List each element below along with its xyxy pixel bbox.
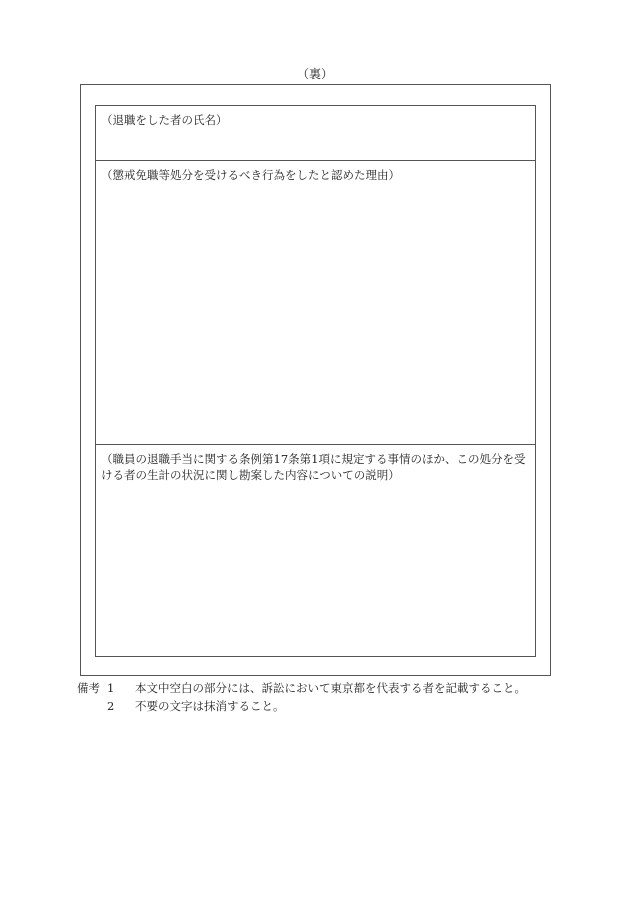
- note-item: [77, 697, 547, 715]
- livelihood-consideration-label: （職員の退職手当に関する条例第17条第1項に規定する事情のほか、この処分を受ける者の生計の状況に関し勘案した内容についての説明）: [101, 452, 526, 482]
- notes-section: [77, 679, 547, 715]
- note-text: 不要の文字は抹消すること。: [135, 699, 285, 713]
- note-number: 1: [107, 681, 115, 695]
- page-heading: （裏）: [296, 67, 333, 81]
- retiree-name-field[interactable]: [96, 106, 535, 161]
- note-item: [77, 679, 547, 697]
- form-table: [95, 105, 536, 657]
- note-text: 本文中空白の部分には、訴訟において東京都を代表する者を記載すること。: [135, 681, 526, 695]
- disciplinary-reason-field[interactable]: [96, 161, 535, 445]
- notes-prefix: 備考: [77, 681, 100, 695]
- retiree-name-label: （退職をした者の氏名）: [101, 113, 228, 127]
- livelihood-consideration-field[interactable]: [96, 445, 535, 656]
- note-number: 2: [107, 699, 115, 713]
- disciplinary-reason-label: （懲戒免職等処分を受けるべき行為をしたと認めた理由）: [101, 168, 400, 182]
